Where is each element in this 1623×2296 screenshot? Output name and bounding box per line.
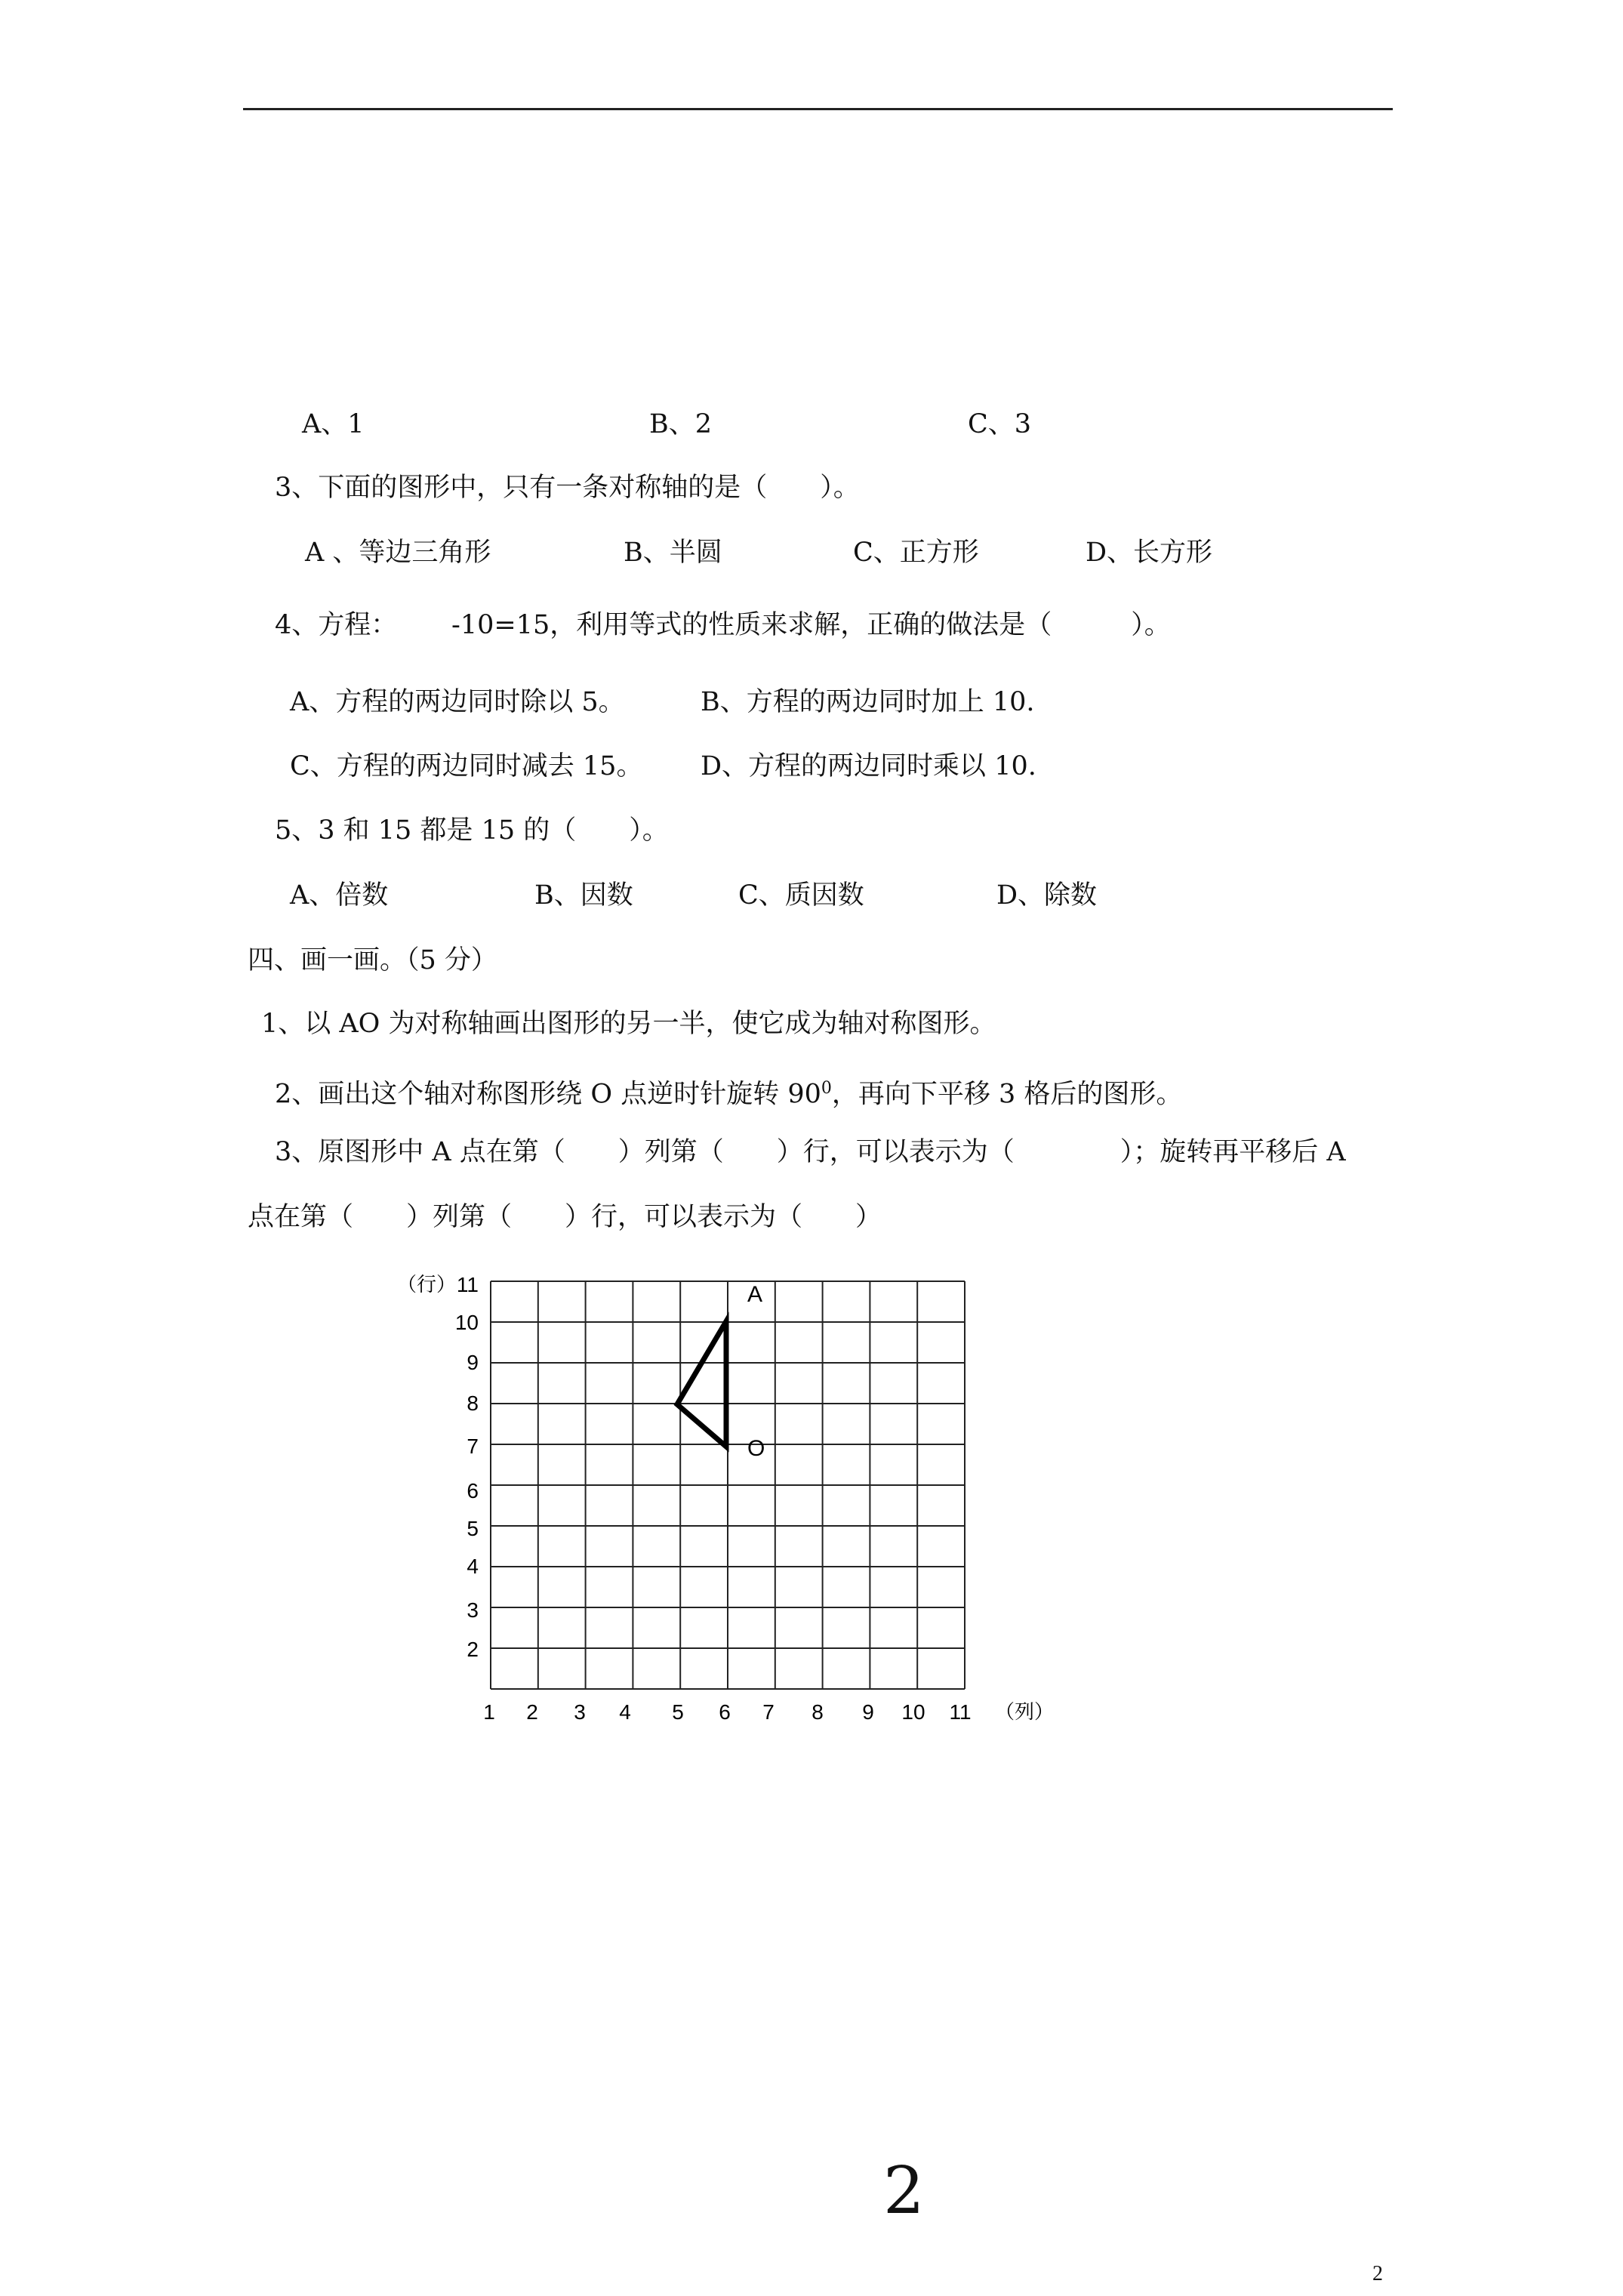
q2-option-a: A、1 bbox=[302, 409, 365, 439]
q3-option-a: A 、等边三角形 bbox=[305, 538, 491, 568]
section-4-item-1: 1、以 AO 为对称轴画出图形的另一半，使它成为轴对称图形。 bbox=[261, 1009, 996, 1039]
q5-option-b: B、因数 bbox=[534, 880, 633, 911]
q2-option-c: C、3 bbox=[968, 409, 1032, 439]
row-tick-label: 4 bbox=[467, 1555, 479, 1578]
row-tick-label: 11 bbox=[456, 1273, 479, 1296]
row-tick-label: 8 bbox=[467, 1391, 479, 1415]
question-3: 3、下面的图形中，只有一条对称轴的是（ ）。 bbox=[275, 473, 860, 503]
question-4-prefix: 4、方程： bbox=[275, 610, 398, 640]
q2-option-b: B、2 bbox=[649, 409, 712, 439]
col-tick-label: 5 bbox=[672, 1700, 684, 1724]
triangle-shape bbox=[677, 1321, 726, 1447]
degree-superscript: 0 bbox=[821, 1079, 832, 1098]
row-tick-label: 7 bbox=[467, 1435, 479, 1458]
row-tick-label: 3 bbox=[467, 1598, 479, 1622]
col-tick-label: 4 bbox=[619, 1700, 631, 1724]
col-tick-label: 7 bbox=[762, 1700, 775, 1724]
col-tick-label: 2 bbox=[526, 1700, 538, 1724]
section-4-item-3-line-1: 3、原图形中 A 点在第（ ）列第（ ）行，可以表示为（ ）；旋转再平移后 A bbox=[275, 1137, 1346, 1167]
col-tick-label: 10 bbox=[901, 1700, 925, 1724]
col-tick-label: 1 bbox=[483, 1700, 495, 1724]
page-number-large: 2 bbox=[883, 2153, 925, 2229]
row-tick-label: 10 bbox=[454, 1311, 479, 1334]
q3-option-c: C、正方形 bbox=[853, 538, 979, 568]
point-label-o: O bbox=[747, 1436, 765, 1461]
q3-option-b: B、半圆 bbox=[624, 538, 722, 568]
col-axis-label: （列） bbox=[995, 1700, 1055, 1723]
row-axis-label: （行） bbox=[397, 1273, 457, 1296]
q5-option-c: C、质因数 bbox=[738, 880, 864, 911]
item-2-text-pre: 2、画出这个轴对称图形绕 O 点逆时针旋转 90 bbox=[275, 1079, 821, 1110]
col-tick-label: 9 bbox=[862, 1700, 874, 1724]
col-tick-labels bbox=[483, 1700, 971, 1724]
row-tick-label: 9 bbox=[467, 1351, 479, 1374]
row-tick-label: 2 bbox=[467, 1638, 479, 1661]
point-label-a: A bbox=[747, 1282, 763, 1307]
row-tick-labels bbox=[455, 1273, 479, 1661]
page-number-small: 2 bbox=[1372, 2262, 1383, 2285]
q4-option-a: A、方程的两边同时除以 5。 bbox=[290, 687, 625, 717]
section-4-title: 四、画一画。（5 分） bbox=[248, 945, 497, 975]
q5-option-d: D、除数 bbox=[996, 880, 1098, 911]
question-4-rest: -10=15，利用等式的性质来求解，正确的做法是（ ）。 bbox=[451, 610, 1171, 640]
question-5: 5、3 和 15 都是 15 的（ ）。 bbox=[275, 815, 669, 846]
point-labels bbox=[747, 1282, 765, 1461]
row-tick-label: 5 bbox=[467, 1517, 479, 1540]
q5-option-a: A、倍数 bbox=[290, 880, 389, 911]
q4-option-d: D、方程的两边同时乘以 10. bbox=[701, 751, 1036, 781]
q4-option-b: B、方程的两边同时加上 10. bbox=[701, 687, 1035, 717]
col-tick-label: 8 bbox=[812, 1700, 824, 1724]
col-tick-label: 3 bbox=[574, 1700, 586, 1724]
item-2-text-post: ，再向下平移 3 格后的图形。 bbox=[831, 1079, 1183, 1110]
col-tick-label: 6 bbox=[719, 1700, 731, 1724]
q3-option-d: D、长方形 bbox=[1086, 538, 1213, 568]
section-4-item-3-line-2: 点在第（ ）列第（ ）行，可以表示为（ ） bbox=[248, 1202, 882, 1232]
q4-option-c: C、方程的两边同时减去 15。 bbox=[290, 751, 643, 781]
col-tick-label: 11 bbox=[949, 1700, 972, 1724]
row-tick-label: 6 bbox=[467, 1479, 479, 1502]
